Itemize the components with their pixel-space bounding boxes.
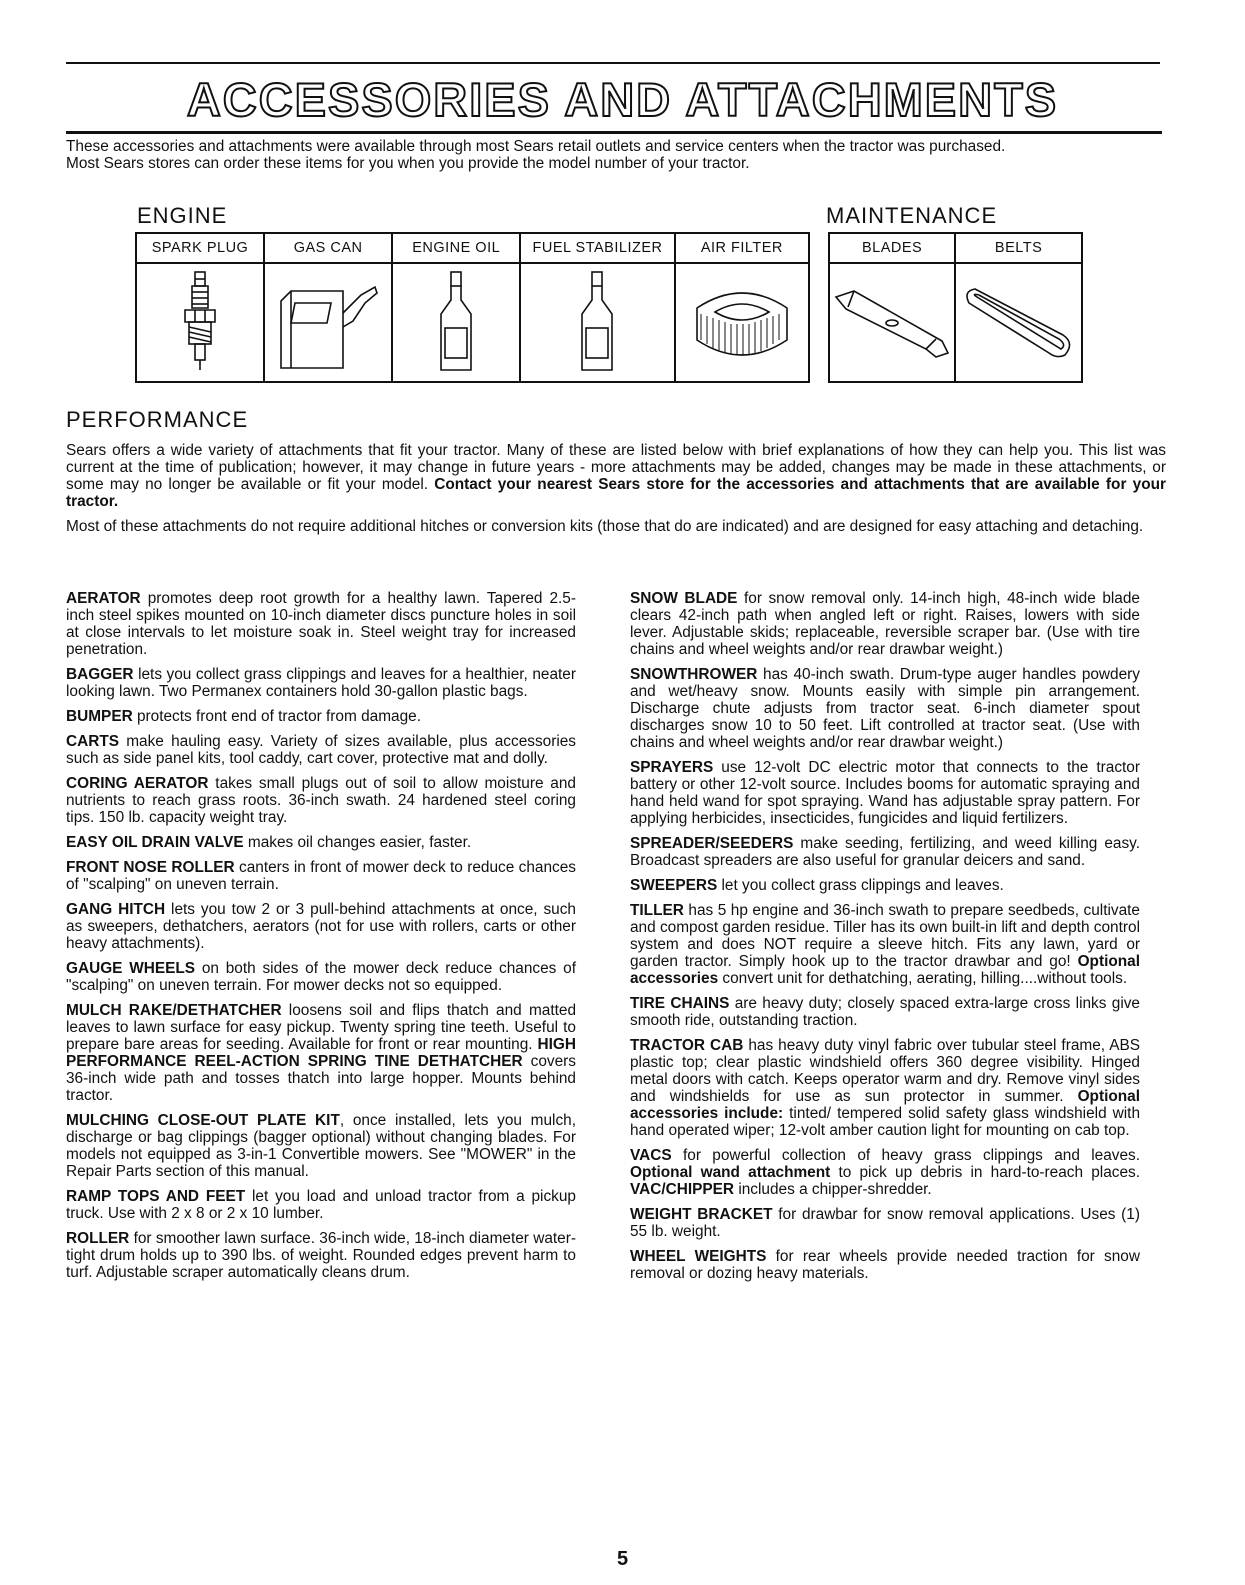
attachment-term: TIRE CHAINS [630, 995, 730, 1012]
attachment-term: AERATOR [66, 590, 141, 607]
entry-vacs [630, 1147, 1140, 1198]
page-number: 5 [616, 1548, 629, 1570]
attachment-description: for snow removal only. 14-inch high, 48-inch wide blade clears 42-inch path when angled left or right. Raises, lowers with side lever. Adjustable skids; replaceable, reversible scraper bar. (Use with tire chains and wheel weights and/or rear drawbar weight.) [630, 590, 1140, 658]
attachment-term: BAGGER [66, 666, 134, 683]
attachment-term: VACS [630, 1147, 672, 1164]
air-filter-cell [675, 263, 809, 382]
attachment-term: SPRAYERS [630, 759, 714, 776]
performance-heading: PERFORMANCE [66, 407, 249, 432]
fuel-stabilizer-bottle-icon [572, 270, 622, 375]
fuel-stabilizer-cell [520, 263, 675, 382]
belts-cell [955, 263, 1082, 382]
engine-oil-cell [392, 263, 520, 382]
attachment-description: covers 36-inch wide path and tosses thatch into large hopper. Mounts behind tractor. [66, 1053, 577, 1104]
attachment-description: protects front end of tractor from damage. [132, 708, 421, 725]
entry-spreader-seeders [630, 835, 1140, 869]
engine-heading: ENGINE [137, 203, 228, 228]
attachment-term: FRONT NOSE ROLLER [66, 859, 235, 876]
attachment-description: makes oil changes easier, faster. [243, 834, 472, 851]
intro [66, 138, 1166, 172]
attachment-description: convert unit for dethatching, aerating, hilling....without tools. [718, 970, 1128, 987]
attachment-term: Optional accessories [630, 953, 1140, 987]
belts-label: BELTS [955, 233, 1082, 263]
title-underline [66, 131, 1162, 134]
attachment-description: lets you tow 2 or 3 pull-behind attachments at once, such as sweepers, dethatchers, aerators (not for use with rollers, carts or other heavy attachments). [66, 901, 576, 952]
entry-front-nose-roller [66, 859, 576, 893]
top-rule [66, 62, 1160, 64]
entry-carts [66, 733, 576, 767]
entry-weight-bracket [630, 1206, 1140, 1240]
attachment-term: HIGH PERFORMANCE REEL-ACTION SPRING TINE DETHATCHER [66, 1036, 576, 1070]
attachment-description: to pick up debris in hard-to-reach places. [830, 1164, 1140, 1181]
performance-paragraph-1 [66, 442, 1166, 510]
attachment-description: are heavy duty; closely spaced extra-large cross links give smooth ride, outstanding traction. [630, 995, 1140, 1029]
gas-can-cell [264, 263, 392, 382]
engine-oil-label: ENGINE OIL [392, 233, 520, 263]
attachment-description: for powerful collection of heavy grass clippings and leaves. [671, 1147, 1140, 1164]
performance-paragraph-1-text: Sears offers a wide variety of attachments that fit your tractor. Many of these are listed below with brief explanations of how they can help you. This list was current at the time of publication; however, it may change in future years - more attachments may be added, changes may be made in these attachments, or some may no longer be available or fit your model. [66, 442, 1166, 493]
attachment-description: has 5 hp engine and 36-inch swath to prepare seedbeds, cultivate and compost garden residue. Tiller has its own built-in lift and depth control system and does NOT require a sleeve hitch. Fits any lawn, yard or garden tractor. Simply hook up to the tractor drawbar and go! [630, 902, 1140, 970]
engine-oil-bottle-icon [431, 270, 481, 375]
entry-roller [66, 1230, 576, 1281]
attachment-term: RAMP TOPS AND FEET [66, 1188, 246, 1205]
attachment-description: canters in front of mower deck to reduce chances of "scalping" on uneven terrain. [66, 859, 576, 893]
attachment-term: SPREADER/SEEDERS [630, 835, 794, 852]
attachment-term: WHEEL WEIGHTS [630, 1248, 767, 1265]
attachment-term: TRACTOR CAB [630, 1037, 744, 1054]
air-filter-icon [687, 278, 797, 368]
entry-bumper [66, 708, 576, 725]
entry-snow-blade [630, 590, 1140, 658]
attachments-right-column [630, 590, 1140, 1290]
entry-easy-oil-drain-valve [66, 834, 576, 851]
attachment-term: EASY OIL DRAIN VALVE [66, 834, 244, 851]
mower-blade-icon [832, 283, 952, 363]
entry-mulch-rake-dethatcher [66, 1002, 576, 1104]
entry-wheel-weights [630, 1248, 1140, 1282]
spark-plug-label: SPARK PLUG [136, 233, 264, 263]
attachment-description: for rear wheels provide needed traction for snow removal or dozing heavy materials. [630, 1248, 1140, 1282]
entry-mulching-close-out-plate-kit [66, 1112, 576, 1180]
fuel-stabilizer-label: FUEL STABILIZER [520, 233, 675, 263]
gas-can-label: GAS CAN [264, 233, 392, 263]
entry-tractor-cab [630, 1037, 1140, 1139]
attachment-description: loosens soil and flips thatch and matted leaves to lawn surface for easy pickup. Twenty spring tine teeth. Useful to prepare bare areas for seeding. Available for front or rear mounting. [66, 1002, 576, 1053]
intro-line-1: These accessories and attachments were available through most Sears retail outlets and service centers when the tractor was purchased. [66, 138, 1006, 155]
attachment-description: for drawbar for snow removal applications. Uses (1) 55 lb. weight. [630, 1206, 1140, 1240]
attachment-description: on both sides of the mower deck reduce chances of "scalping" on uneven terrain. For mower decks not so equipped. [66, 960, 576, 994]
entry-ramp-tops-and-feet [66, 1188, 576, 1222]
entry-aerator [66, 590, 576, 658]
attachment-term: BUMPER [66, 708, 133, 725]
attachment-term: CORING AERATOR [66, 775, 209, 792]
spark-plug-cell [136, 263, 264, 382]
attachment-description: tinted/ tempered solid safety glass windshield with hand operated wiper; 12-volt amber caution light for mounting on cab top. [630, 1105, 1140, 1139]
attachment-description: use 12-volt DC electric motor that connects to the tractor battery or other 12-volt source. Includes booms for automatic spraying and hand held wand for spot spraying. Wand has adjustable spray pattern. For applying herbicides, insecticides, fungicides and liquid fertilizers. [630, 759, 1140, 827]
performance-paragraph-2: Most of these attachments do not require additional hitches or conversion kits (those that do are indicated) and are designed for easy attaching and detaching. [66, 518, 1144, 535]
entry-coring-aerator [66, 775, 576, 826]
entry-tire-chains [630, 995, 1140, 1029]
page-title: ACCESSORIES AND ATTACHMENTS [186, 73, 1059, 126]
attachment-term: Optional accessories include: [630, 1088, 1140, 1122]
blades-label: BLADES [829, 233, 955, 263]
attachment-term: ROLLER [66, 1230, 130, 1247]
maintenance-heading: MAINTENANCE [826, 203, 998, 228]
attachment-term: Optional wand attachment [630, 1164, 831, 1181]
attachment-description: for smoother lawn surface. 36-inch wide, 18-inch diameter water-tight drum holds up to 390 lbs. of weight. Rounded edges prevent harm to turf. Adjustable scraper automatically cleans drum. [66, 1230, 576, 1281]
attachment-description: includes a chipper-shredder. [734, 1181, 932, 1198]
attachment-term: VAC/CHIPPER [630, 1181, 735, 1198]
attachment-description: make hauling easy. Variety of sizes available, plus accessories such as side panel kits, tool caddy, cart cover, protective mat and dolly. [66, 733, 576, 767]
attachment-description: has 40-inch swath. Drum-type auger handles powdery and wet/heavy snow. Mounts easily with simple pin arrangement. Discharge chute adjusts from tractor seat. 6-inch diameter spout discharges snow 10 to 50 feet. Lift controlled at tractor seat. (Use with chains and wheel weights and/or rear drawbar weight.) [630, 666, 1140, 751]
attachment-description: make seeding, fertilizing, and weed killing easy. Broadcast spreaders are also useful for granular deicers and sand. [630, 835, 1140, 869]
attachment-term: SNOWTHROWER [630, 666, 758, 683]
attachment-description: let you collect grass clippings and leaves. [717, 877, 1004, 894]
attachment-term: CARTS [66, 733, 120, 750]
blades-cell [829, 263, 955, 382]
attachment-description: takes small plugs out of soil to allow moisture and nutrients to reach grass roots. 36-inch swath. 24 hardened steel coring tips. 150 lb. capacity weight tray. [66, 775, 576, 826]
attachment-term: SWEEPERS [630, 877, 718, 894]
attachment-term: GAUGE WHEELS [66, 960, 196, 977]
drive-belt-icon [959, 283, 1079, 363]
spark-plug-icon [180, 270, 220, 375]
entry-gauge-wheels [66, 960, 576, 994]
entry-snowthrower [630, 666, 1140, 751]
entry-bagger [66, 666, 576, 700]
entry-sprayers [630, 759, 1140, 827]
attachment-description: lets you collect grass clippings and leaves for a healthier, neater looking lawn. Two Permanex containers hold 30-gallon plastic bags. [66, 666, 576, 700]
maintenance-table [828, 232, 1083, 383]
gas-can-icon [273, 273, 383, 373]
attachment-term: GANG HITCH [66, 901, 166, 918]
entry-tiller [630, 902, 1140, 987]
performance-paragraph-1-bold: Contact your nearest Sears store for the accessories and attachments that are available for your tractor. [66, 476, 1166, 510]
air-filter-label: AIR FILTER [675, 233, 809, 263]
attachment-description: promotes deep root growth for a healthy lawn. Tapered 2.5-inch steel spikes mounted on 10-inch diameter discs puncture holes in soil at close intervals to let moisture soak in. Steel weight tray for increased penetration. [66, 590, 576, 658]
intro-line-2: Most Sears stores can order these items for you when you provide the model number of your tractor. [66, 155, 750, 172]
entry-sweepers [630, 877, 1140, 894]
engine-table [135, 232, 810, 383]
attachment-description: , once installed, lets you mulch, discharge or bag clippings (bagger optional) without changing blades. For models not equipped as 3-in-1 Convertible mowers. See "MOWER" in the Repair Parts section of this manual. [66, 1112, 577, 1180]
attachment-term: MULCH RAKE/DETHATCHER [66, 1002, 282, 1019]
attachment-term: WEIGHT BRACKET [630, 1206, 773, 1223]
entry-gang-hitch [66, 901, 576, 952]
attachment-description: has heavy duty vinyl fabric over tubular steel frame, ABS plastic top; clear plastic windshield offers 360 degree visibility. Hinged metal doors with catch. Keeps operator warm and dry. Remove vinyl sides and windshields for use as sun protector in summer. [630, 1037, 1141, 1105]
attachment-term: MULCHING CLOSE-OUT PLATE KIT [66, 1112, 340, 1129]
attachment-term: SNOW BLADE [630, 590, 738, 607]
attachment-term: TILLER [630, 902, 684, 919]
attachment-description: let you load and unload tractor from a pickup truck. Use with 2 x 8 or 2 x 10 lumber. [66, 1188, 576, 1222]
attachments-left-column [66, 590, 576, 1289]
